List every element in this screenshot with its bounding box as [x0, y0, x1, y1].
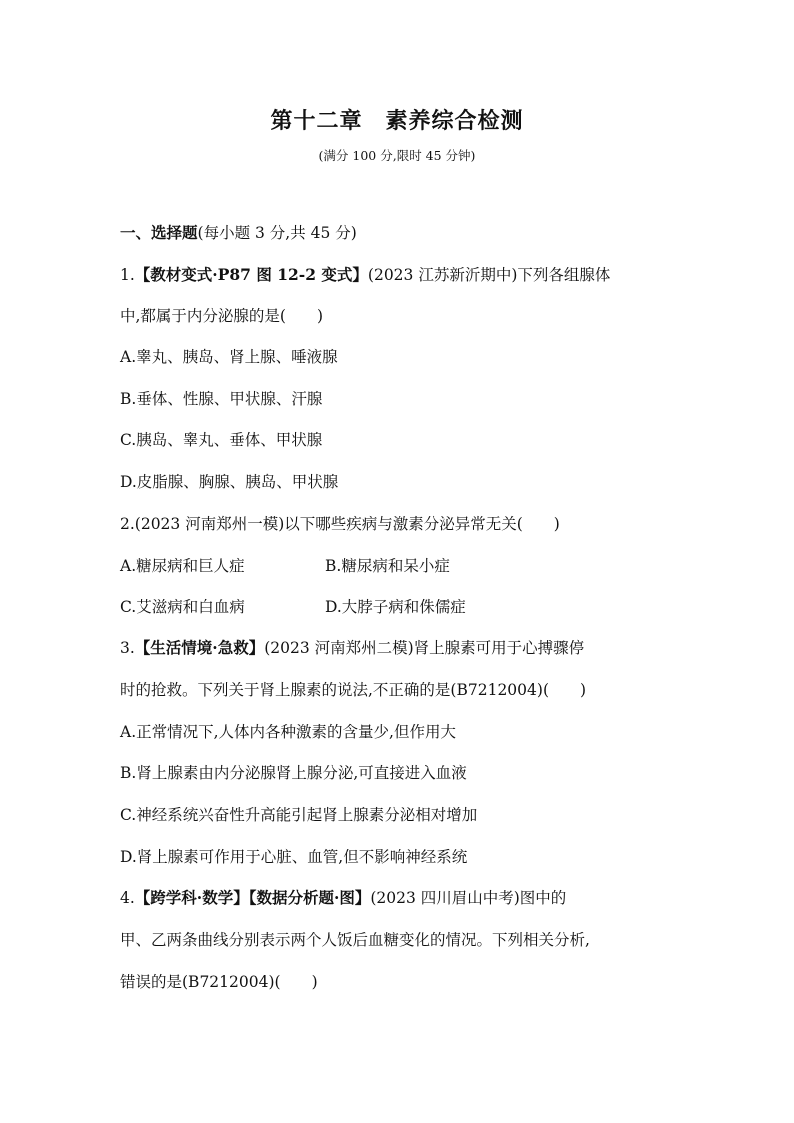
question-2-stem: 2.(2023 河南郑州一模)以下哪些疾病与激素分泌异常无关( ) [120, 515, 560, 533]
section-heading [120, 222, 690, 244]
question-3-stem [120, 637, 690, 659]
question-1-option-a: A.睾丸、胰岛、肾上腺、唾液腺 [120, 348, 338, 366]
question-2-option-d: D.大脖子病和侏儒症 [325, 598, 466, 616]
question-3-stem-text: (2023 河南郑州二模)肾上腺素可用于心搏骤停 [264, 639, 585, 657]
section-heading-label: 一、选择题 [120, 223, 198, 242]
question-3-option-a: A.正常情况下,人体内各种激素的含量少,但作用大 [120, 723, 456, 741]
question-2-option-a: A.糖尿病和巨人症 [120, 557, 245, 575]
question-1-stem [120, 264, 690, 286]
question-3-option-d: D.肾上腺素可作用于心脏、血管,但不影响神经系统 [120, 848, 468, 866]
question-4-stem [120, 887, 690, 909]
question-2-options-row-2 [120, 596, 690, 618]
section-heading-note: (每小题 3 分,共 45 分) [197, 224, 357, 242]
question-1-option-d: D.皮脂腺、胸腺、胰岛、甲状腺 [120, 473, 339, 491]
question-1-stem-continued: 中,都属于内分泌腺的是( ) [120, 307, 324, 325]
question-3-option-b: B.肾上腺素由内分泌腺肾上腺分泌,可直接进入血液 [120, 764, 467, 782]
question-4-number: 4. [120, 889, 135, 907]
page-title: 第十二章 素养综合检测 [270, 109, 524, 134]
question-1-option-c: C.胰岛、睾丸、垂体、甲状腺 [120, 431, 323, 449]
question-4-stem-end: 错误的是(B7212004)( ) [120, 973, 318, 991]
question-2-option-c: C.艾滋病和白血病 [120, 598, 245, 616]
question-2-option-b: B.糖尿病和呆小症 [325, 557, 450, 575]
question-3-option-c: C.神经系统兴奋性升高能引起肾上腺素分泌相对增加 [120, 806, 478, 824]
question-2-options-row-1 [120, 555, 690, 577]
question-4-tag: 【跨学科·数学】【数据分析题·图】 [134, 888, 371, 907]
question-3-stem-continued: 时的抢救。下列关于肾上腺素的说法,不正确的是(B7212004)( ) [120, 681, 587, 699]
question-1-stem-text: (2023 江苏新沂期中)下列各组腺体 [367, 266, 611, 284]
question-1-tag: 【教材变式·P87 图 12-2 变式】 [134, 265, 368, 284]
page-subtitle: (满分 100 分,限时 45 分钟) [318, 148, 476, 163]
question-4-stem-continued: 甲、乙两条曲线分别表示两个人饭后血糖变化的情况。下列相关分析, [120, 931, 590, 949]
question-3-number: 3. [120, 639, 135, 657]
question-1-option-b: B.垂体、性腺、甲状腺、汗腺 [120, 390, 323, 408]
question-3-tag: 【生活情境·急救】 [134, 638, 265, 657]
question-4-stem-text: (2023 四川眉山中考)图中的 [370, 889, 567, 907]
question-1-number: 1. [120, 266, 135, 284]
